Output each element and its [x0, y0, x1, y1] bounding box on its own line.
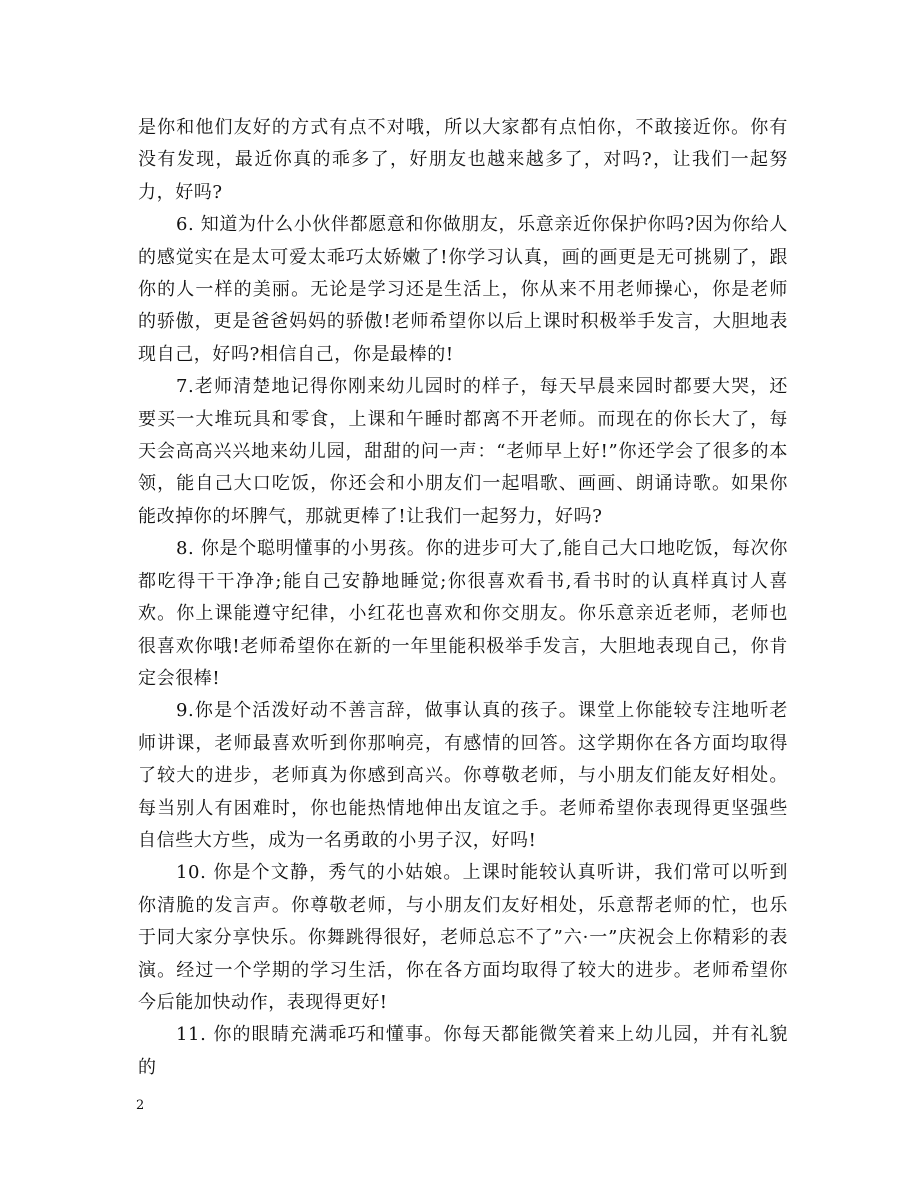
paragraph-8: 8. 你是个聪明懂事的小男孩。你的进步可大了,能自己大口地吃饭，每次你都吃得干干净净;能自己安静地睡觉;你很喜欢看书,看书时的认真样真讨人喜欢。你上课能遵守纪律，小红花也喜欢和你交朋友。你乐意亲近老师，老师也很喜欢你哦!老师希望你在新的一年里能积极举手发言，大胆地表现自己，你肯定会很棒!: [138, 538, 788, 689]
paragraph-11: 11. 你的眼睛充满乖巧和懂事。你每天都能微笑着来上幼儿园，并有礼貌的: [138, 1024, 788, 1078]
paragraph-continuation: 是你和他们友好的方式有点不对哦，所以大家都有点怕你，不敢接近你。你有没有发现，最近你真的乖多了，好朋友也越来越多了，对吗?，让我们一起努力，好吗?: [138, 117, 788, 203]
paragraph-7: 7.老师清楚地记得你刚来幼儿园时的样子，每天早晨来园时都要大哭，还要买一大堆玩具和零食，上课和午睡时都离不开老师。而现在的你长大了，每天会高高兴兴地来幼儿园，甜甜的问一声：“老师早上好!”你还学会了很多的本领，能自己大口吃饭，你还会和小朋友们一起唱歌、画画、朗诵诗歌。如果你能改掉你的坏脾气，那就更棒了!让我们一起努力，好吗?: [138, 376, 788, 527]
paragraph-9: 9.你是个活泼好动不善言辞，做事认真的孩子。课堂上你能较专注地听老师讲课，老师最喜欢听到你那响亮，有感情的回答。这学期你在各方面均取得了较大的进步，老师真为你感到高兴。你尊敬老师，与小朋友们能友好相处。每当别人有困难时，你也能热情地伸出友谊之手。老师希望你表现得更坚强些自信些大方些，成为一名勇敢的小男子汉，好吗!: [138, 700, 788, 851]
document-body: [138, 112, 788, 1084]
page-number: 2: [136, 1098, 145, 1113]
paragraph-6: 6. 知道为什么小伙伴都愿意和你做朋友，乐意亲近你保护你吗?因为你给人的感觉实在是太可爱太乖巧太娇嫩了!你学习认真，画的画更是无可挑剔了，跟你的人一样的美丽。无论是学习还是生活上，你从来不用老师操心，你是老师的骄傲，更是爸爸妈妈的骄傲!老师希望你以后上课时积极举手发言，大胆地表现自己，好吗?相信自己，你是最棒的!: [138, 214, 788, 365]
paragraph-10: 10. 你是个文静，秀气的小姑娘。上课时能较认真听讲，我们常可以听到你清脆的发言声。你尊敬老师，与小朋友们友好相处，乐意帮老师的忙，也乐于同大家分享快乐。你舞跳得很好，老师总忘不了”六·一”庆祝会上你精彩的表演。经过一个学期的学习生活，你在各方面均取得了较大的进步。老师希望你今后能加快动作，表现得更好!: [138, 862, 788, 1013]
